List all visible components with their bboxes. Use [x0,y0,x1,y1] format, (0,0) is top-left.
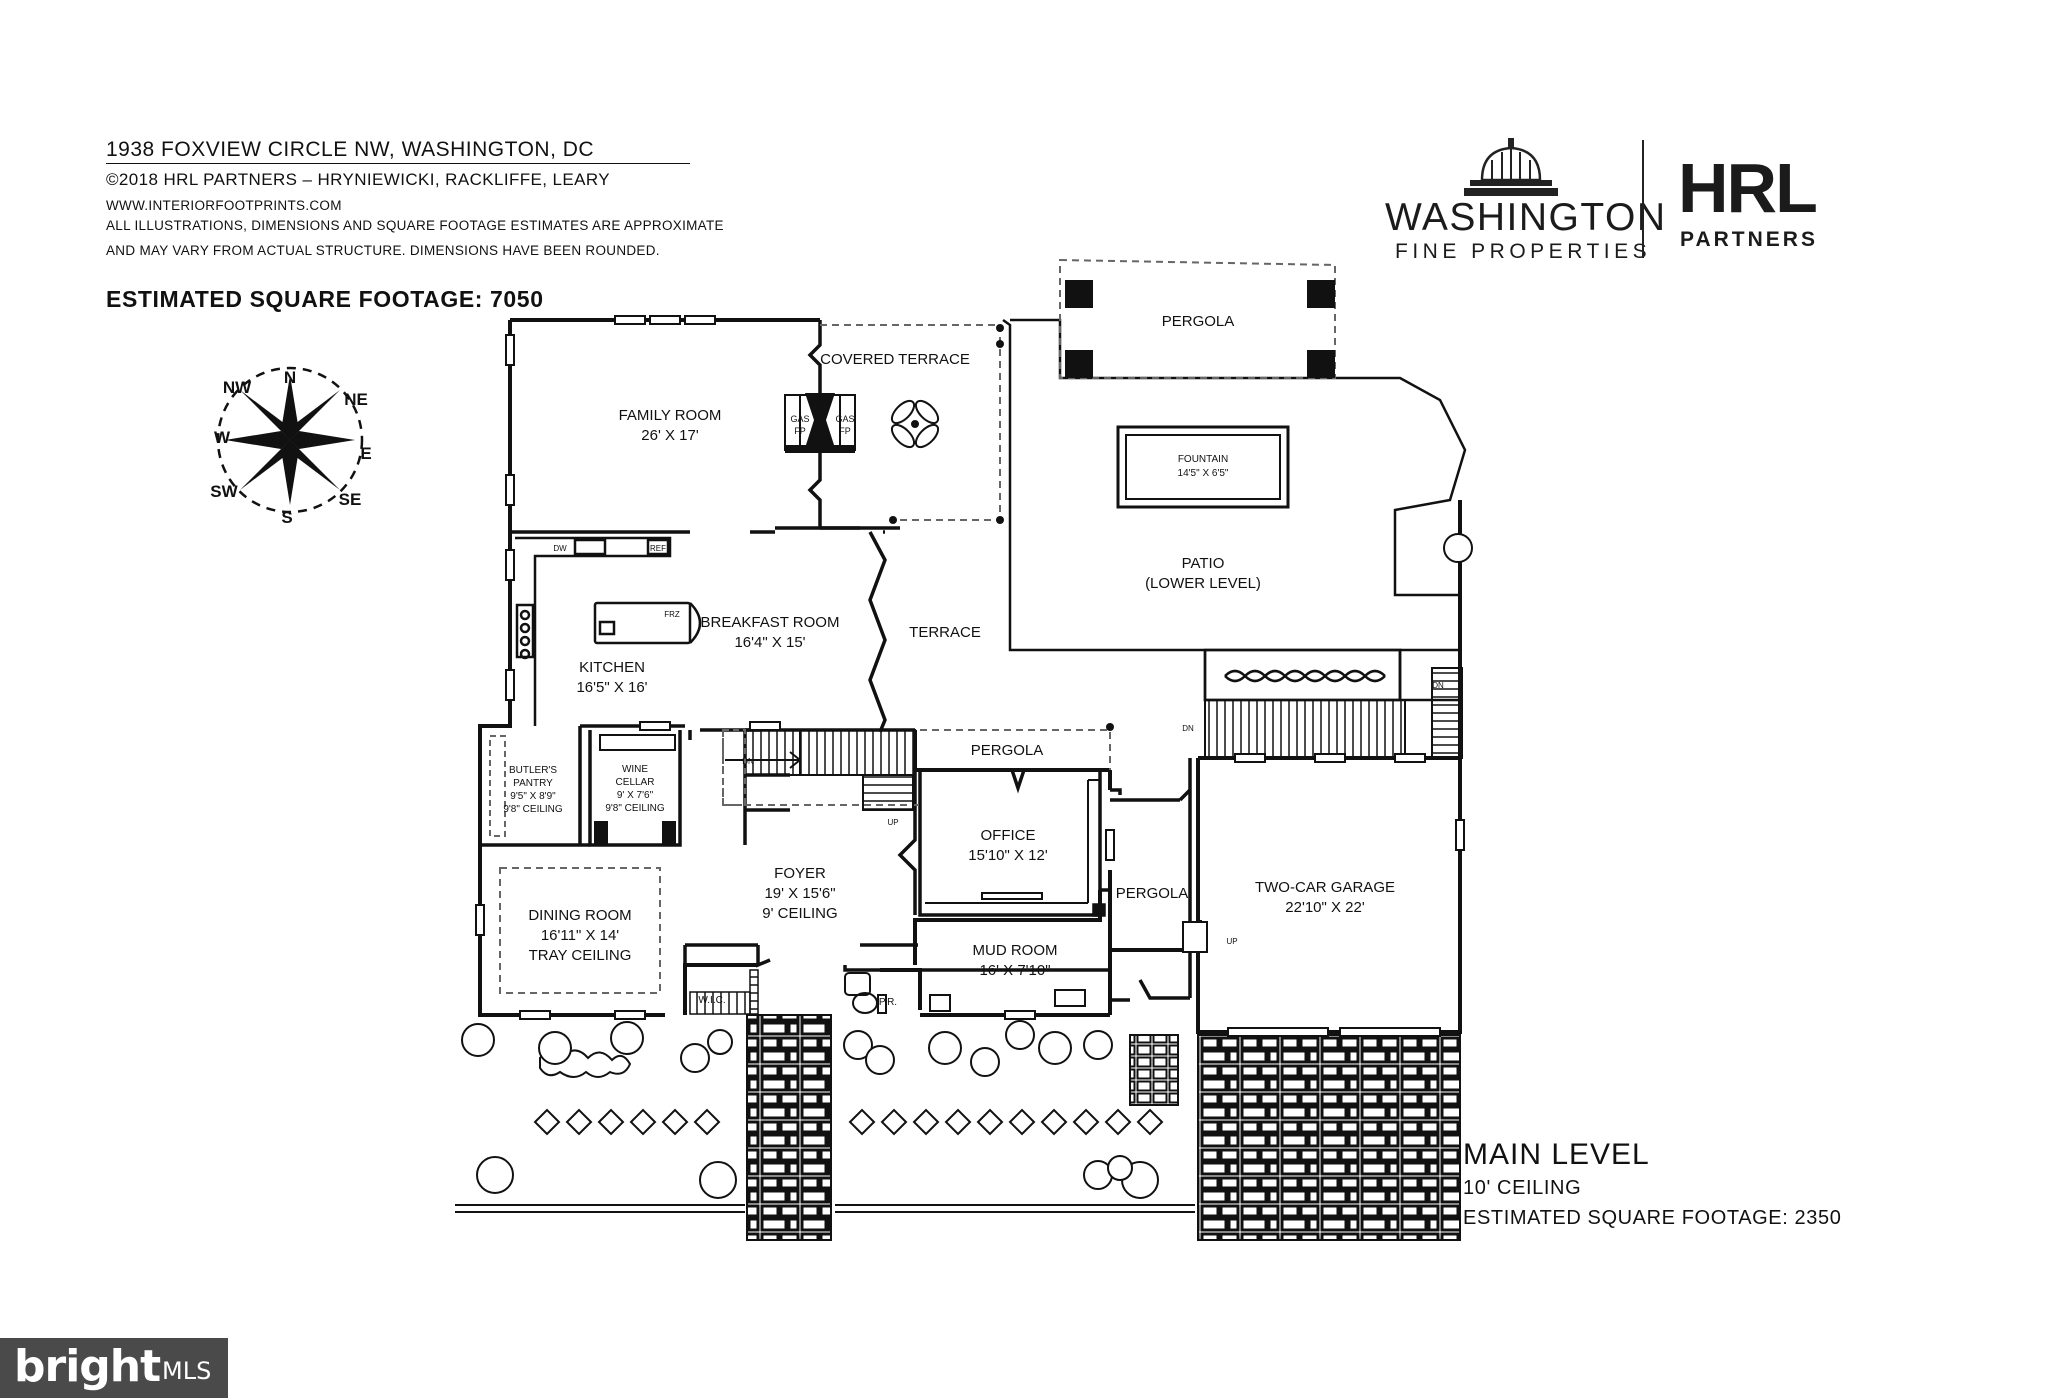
mud-room-name: MUD ROOM [972,942,1058,959]
kitchen-name: KITCHEN [579,659,645,676]
compass-sw: SW [210,482,238,501]
compass-w: W [213,428,231,447]
garage-dims: 22'10" X 22' [1285,899,1365,916]
dishwasher-label: DW [553,544,567,553]
disclaimer-line-1: ALL ILLUSTRATIONS, DIMENSIONS AND SQUARE FOOTAGE ESTIMATES ARE APPROXIMATE [106,218,724,233]
mls-watermark-suffix: MLS [162,1357,212,1385]
refrigerator-label: REF [650,544,666,553]
gas-fp-right-line1: GAS [835,414,855,424]
fountain [1118,427,1288,507]
side-stair-down-label: DN [1432,681,1444,690]
brokerage-logo-sub: FINE PROPERTIES [1395,240,1652,263]
compass-nw: NW [222,378,252,397]
ceiling-fan-icon [888,397,942,451]
dining-room-name: DINING ROOM [528,907,632,924]
pantry-dims: 9'5" X 8'9" [510,791,556,802]
front-walkway [747,1015,831,1240]
compass-rose-icon [210,368,371,527]
terrace-name: TERRACE [909,624,981,641]
level-square-footage: ESTIMATED SQUARE FOOTAGE: 2350 [1463,1207,1842,1229]
pantry-line2: PANTRY [513,778,553,789]
patio-stair-down-label: DN [1182,724,1194,733]
pantry-ceiling: 9'8" CEILING [503,804,563,815]
planter-boxes [1205,650,1400,700]
copyright-notice: ©2018 HRL PARTNERS – HRYNIEWICKI, RACKLIFFE, LEARY [106,170,610,189]
office-name: OFFICE [980,827,1036,844]
fountain-name: FOUNTAIN [1177,454,1229,465]
website-link[interactable]: WWW.INTERIORFOOTPRINTS.COM [106,198,342,213]
foyer-name: FOYER [774,865,826,882]
wine-cellar-dims: 9' X 7'6" [616,790,654,801]
property-address: 1938 FOXVIEW CIRCLE NW, WASHINGTON, DC [106,138,595,161]
kitchen-dims: 16'5" X 16' [576,679,648,696]
compass-se: SE [338,490,362,509]
patio-sub: (LOWER LEVEL) [1145,575,1261,592]
partner-logo-sub: PARTNERS [1680,228,1818,251]
dining-room-ceiling: TRAY CEILING [528,947,632,964]
compass-n: N [283,368,297,387]
partner-logo-mark: HRL [1678,149,1816,227]
gas-fp-left-line2: FP [794,426,806,436]
garage-door-1 [1228,1028,1328,1036]
garage-name: TWO-CAR GARAGE [1254,879,1396,896]
stair-landing [723,730,745,805]
office-dims: 15'10" X 12' [968,847,1048,864]
family-room-name: FAMILY ROOM [618,407,722,424]
family-room-dims: 26' X 17' [641,427,699,444]
level-ceiling: 10' CEILING [1463,1177,1582,1199]
breakfast-room-dims: 16'4" X 15' [734,634,806,651]
total-square-footage: ESTIMATED SQUARE FOOTAGE: 7050 [106,286,544,312]
main-staircase [725,730,915,810]
garage-step [1183,922,1207,952]
disclaimer-line-2: AND MAY VARY FROM ACTUAL STRUCTURE. DIMENSIONS HAVE BEEN ROUNDED. [106,243,660,258]
freezer-label: FRZ [664,610,680,619]
gas-fp-left-line1: GAS [790,414,810,424]
wine-cellar-ceiling: 9'8" CEILING [605,803,665,814]
wine-cellar-line2: CELLAR [615,777,655,788]
foyer-ceiling: 9' CEILING [762,905,838,922]
side-walkway [1130,1035,1178,1105]
wine-cellar-line1: WINE [621,764,649,775]
terrace-posts [889,324,1114,731]
pantry-line1: BUTLER'S [508,765,558,776]
mud-room-dims: 16' X 7'10" [979,962,1051,979]
gas-fp-right-line2: FP [839,426,851,436]
garage-stair-up-label: UP [1226,937,1238,946]
fountain-dims: 14'5" X 6'5" [1177,468,1229,479]
patio-name: PATIO [1181,555,1225,572]
wic-stair [690,970,758,1014]
mud-room-fixtures [930,990,1085,1011]
foyer-dims: 19' X 15'6" [764,885,836,902]
pergola-side-name: PERGOLA [1115,885,1189,902]
pergola-top-name: PERGOLA [1161,313,1235,330]
kitchen-counters [515,538,700,726]
compass-ne: NE [344,390,368,409]
pr-name: P.R. [878,997,898,1008]
dining-room-dims: 16'11" X 14' [540,927,620,944]
driveway [1198,1035,1460,1240]
stair-up-label: UP [887,818,899,827]
breakfast-room-name: BREAKFAST ROOM [700,614,840,631]
level-name: MAIN LEVEL [1463,1138,1650,1171]
compass-s: S [281,508,293,527]
stair-down-label: DN [742,757,754,766]
compass-e: E [360,444,372,463]
diamond-pavers [535,1110,1162,1134]
exterior-walls [480,320,1460,1032]
wic-name: W.I.C. [698,995,726,1006]
covered-terrace-name: COVERED TERRACE [820,351,970,368]
mls-watermark-brand: bright [14,1341,161,1392]
pergola-mid-name: PERGOLA [970,742,1044,759]
garage-door-2 [1340,1028,1440,1036]
brokerage-logo-name: WASHINGTON [1385,196,1667,239]
patio-outline [1003,320,1465,758]
